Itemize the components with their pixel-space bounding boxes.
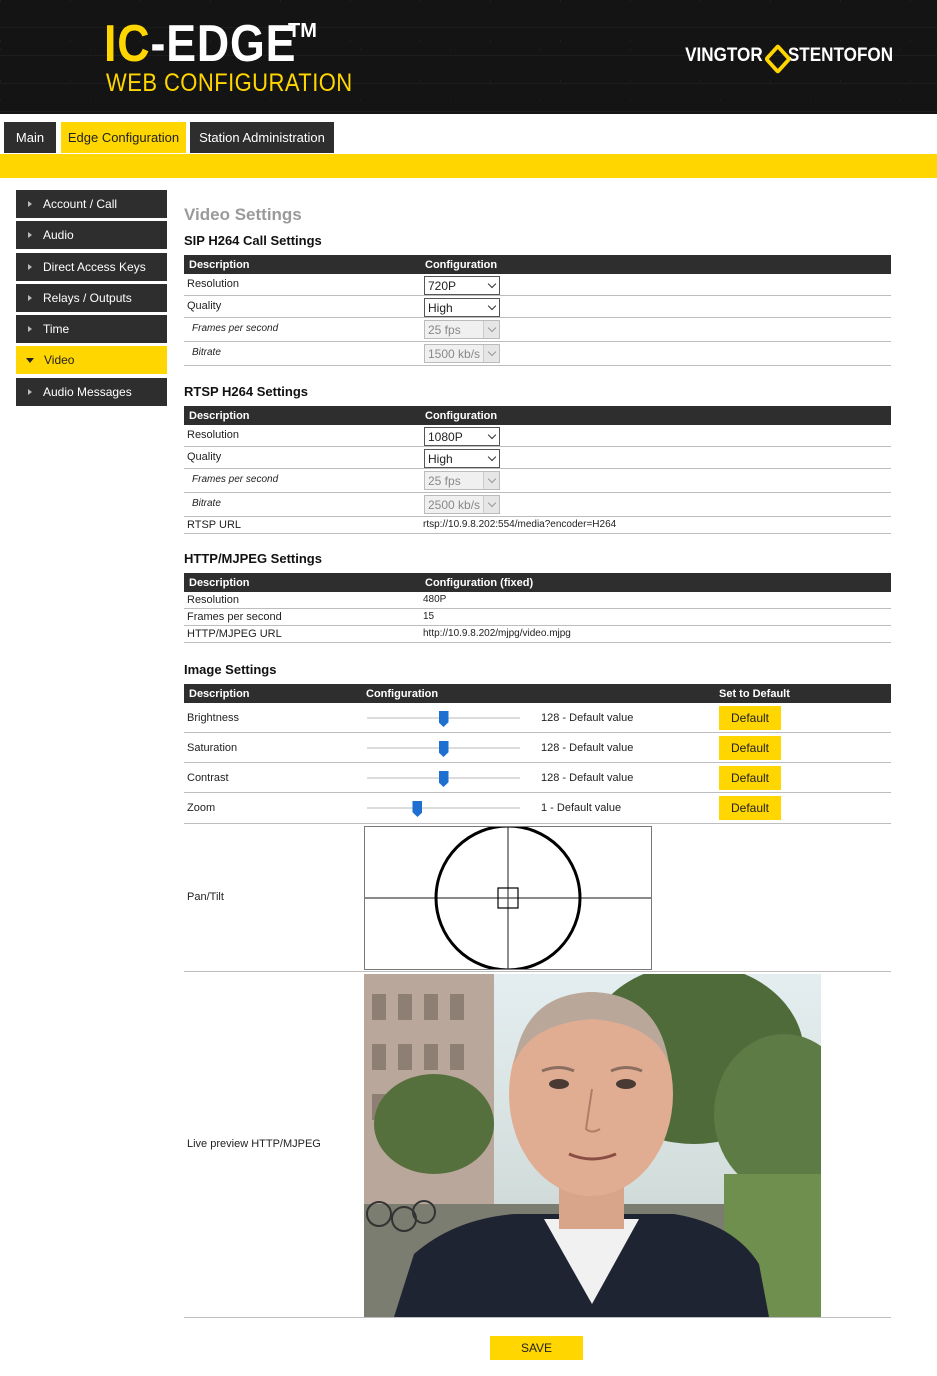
sip-fps-select[interactable]	[424, 320, 500, 339]
table-row	[184, 342, 891, 366]
page-title: Video Settings	[184, 205, 302, 224]
select-value: High	[428, 451, 453, 466]
app-header	[0, 0, 937, 114]
logo-ic-text: IC	[104, 15, 151, 73]
sidebar-item-label: Time	[43, 322, 70, 337]
table-row	[184, 972, 891, 1318]
brightness-default-button[interactable]: Default	[719, 706, 781, 730]
sip-settings-table	[184, 255, 891, 366]
col-configuration: Configuration (fixed)	[425, 577, 534, 589]
row-label: Quality	[187, 300, 222, 312]
table-header	[184, 684, 891, 703]
chevron-down-icon	[26, 358, 34, 363]
table-row	[184, 469, 891, 493]
table-header	[184, 573, 891, 592]
select-value: 1500 kb/s	[428, 346, 481, 361]
tab-main[interactable]: Main	[4, 122, 56, 153]
logo-subtitle: WEB CONFIGURATION	[106, 69, 353, 97]
row-value: 15	[423, 611, 435, 622]
section-title-sip: SIP H264 Call Settings	[184, 233, 322, 248]
row-label: Pan/Tilt	[187, 891, 224, 903]
chevron-down-icon	[488, 453, 496, 461]
select-value: 720P	[428, 278, 457, 293]
top-tab-bar	[0, 114, 937, 154]
sip-quality-select[interactable]	[424, 298, 500, 317]
trademark-mark: TM	[288, 20, 317, 42]
rtsp-url-value: rtsp://10.9.8.202:554/media?encoder=H264	[423, 519, 617, 530]
sidebar-item-video[interactable]	[16, 346, 167, 374]
sidebar-item-label: Audio	[43, 228, 74, 243]
chevron-right-icon	[28, 389, 32, 395]
row-label: Bitrate	[192, 347, 221, 358]
section-title-image: Image Settings	[184, 662, 277, 677]
rtsp-bitrate-select[interactable]	[424, 495, 500, 514]
camera-frame	[364, 974, 821, 1317]
table-row	[184, 493, 891, 517]
row-label: Resolution	[187, 429, 239, 441]
brand-right-text: STENTOFON	[787, 45, 893, 66]
table-row	[184, 296, 891, 318]
col-description: Description	[189, 259, 250, 271]
save-button[interactable]: SAVE	[490, 1336, 583, 1360]
chevron-down-icon	[488, 431, 496, 439]
col-set-to-default: Set to Default	[719, 688, 790, 700]
table-row	[184, 626, 891, 643]
table-header	[184, 255, 891, 274]
col-configuration: Configuration	[425, 410, 498, 422]
slider-value-text: 128 - Default value	[541, 772, 634, 784]
chevron-right-icon	[28, 295, 32, 301]
brand-logo	[685, 45, 893, 67]
zoom-default-button[interactable]: Default	[719, 796, 781, 820]
pan-tilt-control[interactable]	[364, 826, 652, 970]
submenu-band	[0, 154, 937, 178]
rtsp-settings-table	[184, 406, 891, 534]
sidebar-item-direct-access-keys[interactable]	[16, 253, 167, 281]
slider-value-text: 128 - Default value	[541, 712, 634, 724]
sidebar-item-audio[interactable]	[16, 221, 167, 249]
saturation-slider[interactable]	[367, 747, 520, 749]
row-label: Frames per second	[187, 611, 282, 623]
logo-edge-text: -EDGE	[150, 15, 297, 73]
row-label: Frames per second	[192, 323, 279, 334]
select-value: 1080P	[428, 429, 463, 444]
row-label: Saturation	[187, 742, 238, 754]
chevron-right-icon	[28, 264, 32, 270]
sidebar-item-label: Audio Messages	[43, 384, 132, 399]
table-row	[184, 763, 891, 793]
rtsp-resolution-select[interactable]	[424, 427, 500, 446]
sidebar-item-relays-outputs[interactable]	[16, 284, 167, 312]
col-configuration: Configuration	[425, 259, 498, 271]
row-label: Frames per second	[192, 474, 279, 485]
contrast-default-button[interactable]: Default	[719, 766, 781, 790]
sidebar-item-label: Video	[44, 353, 75, 368]
rtsp-quality-select[interactable]	[424, 449, 500, 468]
sidebar	[16, 190, 167, 409]
row-value: http://10.9.8.202/mjpg/video.mjpg	[423, 628, 571, 639]
live-preview-image	[364, 974, 821, 1317]
row-label: Resolution	[187, 594, 239, 606]
row-label: Zoom	[187, 802, 216, 814]
chevron-down-icon	[488, 280, 496, 288]
slider-value-text: 128 - Default value	[541, 742, 634, 754]
sidebar-item-account-call[interactable]	[16, 190, 167, 218]
row-label: RTSP URL	[187, 519, 242, 531]
chevron-right-icon	[28, 326, 32, 332]
table-row	[184, 609, 891, 626]
table-row	[184, 703, 891, 733]
sidebar-item-time[interactable]	[16, 315, 167, 343]
chevron-right-icon	[28, 201, 32, 207]
mjpeg-settings-table	[184, 573, 891, 643]
section-title-mjpeg: HTTP/MJPEG Settings	[184, 551, 322, 566]
table-row	[184, 318, 891, 342]
sidebar-item-label: Relays / Outputs	[43, 290, 132, 305]
saturation-default-button[interactable]: Default	[719, 736, 781, 760]
row-value: 480P	[423, 594, 447, 605]
chevron-down-icon	[488, 302, 496, 310]
sidebar-item-audio-messages[interactable]	[16, 378, 167, 406]
tab-station-administration[interactable]: Station Administration	[190, 122, 334, 153]
row-label: Contrast	[187, 772, 229, 784]
select-value: 25 fps	[428, 322, 461, 337]
col-description: Description	[189, 577, 250, 589]
brand-left-text: VINGTOR	[685, 45, 763, 66]
col-description: Description	[189, 688, 250, 700]
row-label: Quality	[187, 451, 222, 463]
col-configuration: Configuration	[366, 688, 439, 700]
sidebar-item-label: Direct Access Keys	[43, 259, 146, 274]
chevron-right-icon	[28, 232, 32, 238]
table-row	[184, 733, 891, 763]
table-row	[184, 274, 891, 296]
select-value: 25 fps	[428, 473, 461, 488]
row-label: Brightness	[187, 712, 239, 724]
product-logo	[104, 16, 296, 72]
brightness-slider[interactable]	[367, 717, 520, 719]
table-row	[184, 824, 891, 972]
row-label: HTTP/MJPEG URL	[187, 628, 282, 640]
slider-thumb[interactable]	[439, 741, 449, 757]
sidebar-item-label: Account / Call	[43, 197, 118, 211]
row-label: Bitrate	[192, 498, 221, 509]
crosshair-icon	[365, 827, 651, 969]
brand-mark-icon	[765, 45, 785, 67]
select-value: 2500 kb/s	[428, 497, 481, 512]
slider-thumb[interactable]	[412, 801, 422, 817]
slider-thumb[interactable]	[439, 771, 449, 787]
table-row	[184, 425, 891, 447]
slider-thumb[interactable]	[439, 711, 449, 727]
table-row	[184, 592, 891, 609]
row-label: Live preview HTTP/MJPEG	[187, 1138, 321, 1150]
rtsp-fps-select[interactable]	[424, 471, 500, 490]
table-row	[184, 517, 891, 534]
table-row	[184, 793, 891, 824]
sip-bitrate-select[interactable]	[424, 344, 500, 363]
slider-value-text: 1 - Default value	[541, 802, 622, 814]
col-description: Description	[189, 410, 250, 422]
section-title-rtsp: RTSP H264 Settings	[184, 384, 309, 399]
zoom-slider[interactable]	[367, 807, 520, 809]
row-label: Resolution	[187, 278, 239, 290]
tab-edge-configuration[interactable]: Edge Configuration	[61, 122, 186, 153]
contrast-slider[interactable]	[367, 777, 520, 779]
table-header	[184, 406, 891, 425]
select-value: High	[428, 300, 453, 315]
table-row	[184, 447, 891, 469]
sip-resolution-select[interactable]	[424, 276, 500, 295]
image-settings-table	[184, 684, 891, 1318]
